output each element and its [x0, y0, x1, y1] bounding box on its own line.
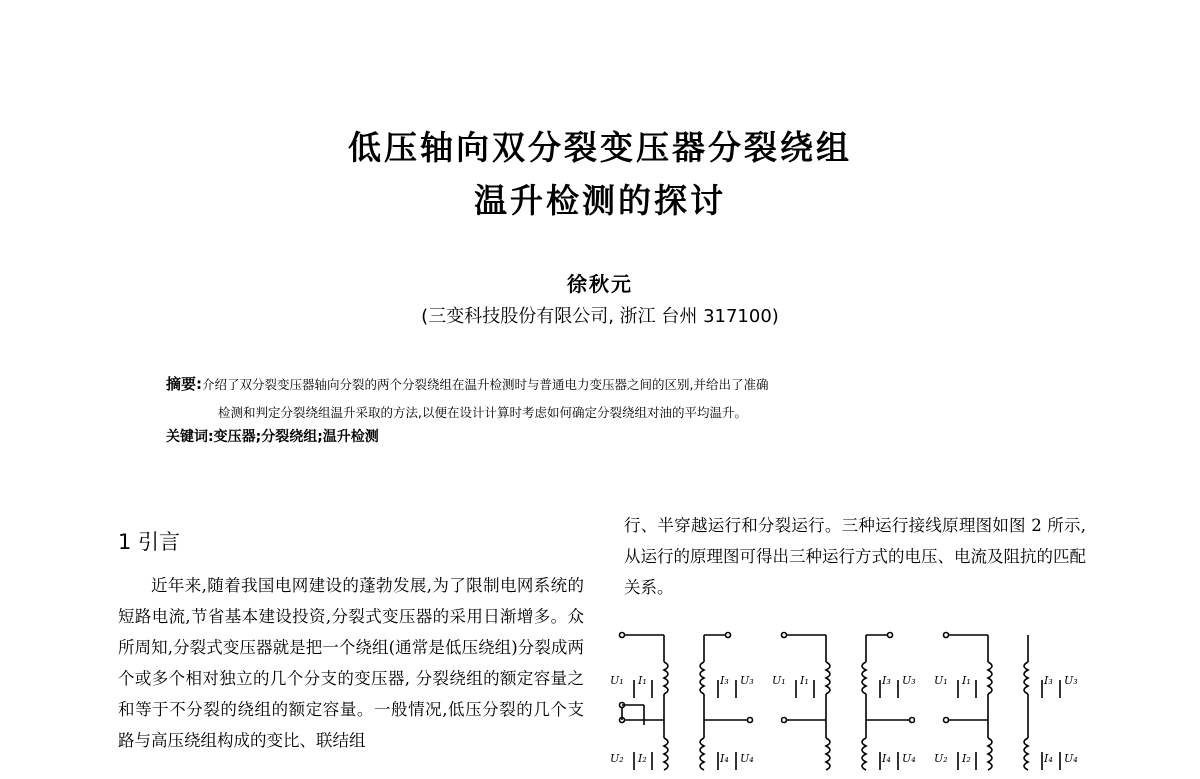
label-i3-c: I₃: [1044, 674, 1053, 687]
label-i4-c: I₄: [1044, 752, 1053, 765]
label-u1: U₁: [610, 674, 624, 687]
paper-title-line-2: 温升检测的探讨: [474, 181, 726, 220]
keywords: [166, 426, 379, 446]
abstract-text-2: 检测和判定分裂绕组温升采取的方法,以便在设计计算时考虑如何确定分裂绕组对油的平均温升。: [218, 405, 747, 420]
label-u3: U₃: [740, 674, 754, 687]
circuit-group-2: [782, 633, 915, 771]
label-i4-b: I₄: [882, 752, 891, 765]
label-i3-b: I₃: [882, 674, 891, 687]
author-affiliation: (三变科技股份有限公司, 浙江 台州 317100): [421, 306, 779, 327]
author-name: 徐秋元: [567, 272, 633, 296]
keywords-text: 变压器;分裂绕组;温升检测: [213, 429, 379, 445]
label-u4-c: U₄: [1064, 752, 1078, 765]
label-i1-c: I₁: [962, 674, 971, 687]
circuit-group-3: [944, 633, 1061, 771]
label-u4: U₄: [740, 752, 754, 765]
right-paragraph: 行、半穿越运行和分裂运行。三种运行接线原理图如图 2 所示, 从运行的原理图可得出三种运行方式的电压、电流及阻抗的匹配关系。: [624, 516, 1086, 597]
abstract-text-1: 介绍了双分裂变压器轴向分裂的两个分裂绕组在温升检测时与普通电力变压器之间的区别,并给出了准确: [202, 377, 769, 392]
label-u4-b: U₄: [902, 752, 916, 765]
label-u3-b: U₃: [902, 674, 916, 687]
label-u3-c: U₃: [1064, 674, 1078, 687]
label-i4: I₄: [720, 752, 729, 765]
section-heading-introduction: 1 引言: [118, 530, 181, 554]
paper-title-line-1: 低压轴向双分裂变压器分裂绕组: [348, 128, 852, 167]
abstract: [166, 370, 1046, 427]
label-u2-c: U₂: [934, 752, 948, 765]
left-column: [118, 570, 584, 756]
keywords-label: 关键词:: [166, 429, 214, 445]
abstract-line-1: [166, 370, 1046, 399]
label-i2: I₂: [638, 752, 647, 765]
label-u1-c: U₁: [934, 674, 948, 687]
abstract-label: 摘要:: [166, 375, 202, 393]
label-i1: I₁: [638, 674, 647, 687]
label-i1-b: I₁: [800, 674, 809, 687]
wiring-diagram-figure: [608, 620, 1088, 779]
label-i3: I₃: [720, 674, 729, 687]
intro-paragraph: 近年来,随着我国电网建设的蓬勃发展,为了限制电网系统的短路电流,节省基本建设投资,分裂式变压器的采用日渐增多。众所周知,分裂式变压器就是把一个绕组(通常是低压绕组)分裂成两个或多个相对独立的几个分支的变压器, 分裂绕组的额定容量之和等于不分裂的绕组的额定容量。一般情况,低压分裂的几个支路与高压绕组构成的变比、联结组: [118, 576, 584, 750]
label-i2-c: I₂: [962, 752, 971, 765]
label-u2: U₂: [610, 752, 624, 765]
label-u1-b: U₁: [772, 674, 786, 687]
right-column: [624, 510, 1086, 603]
circuit-group-1: [620, 633, 753, 771]
